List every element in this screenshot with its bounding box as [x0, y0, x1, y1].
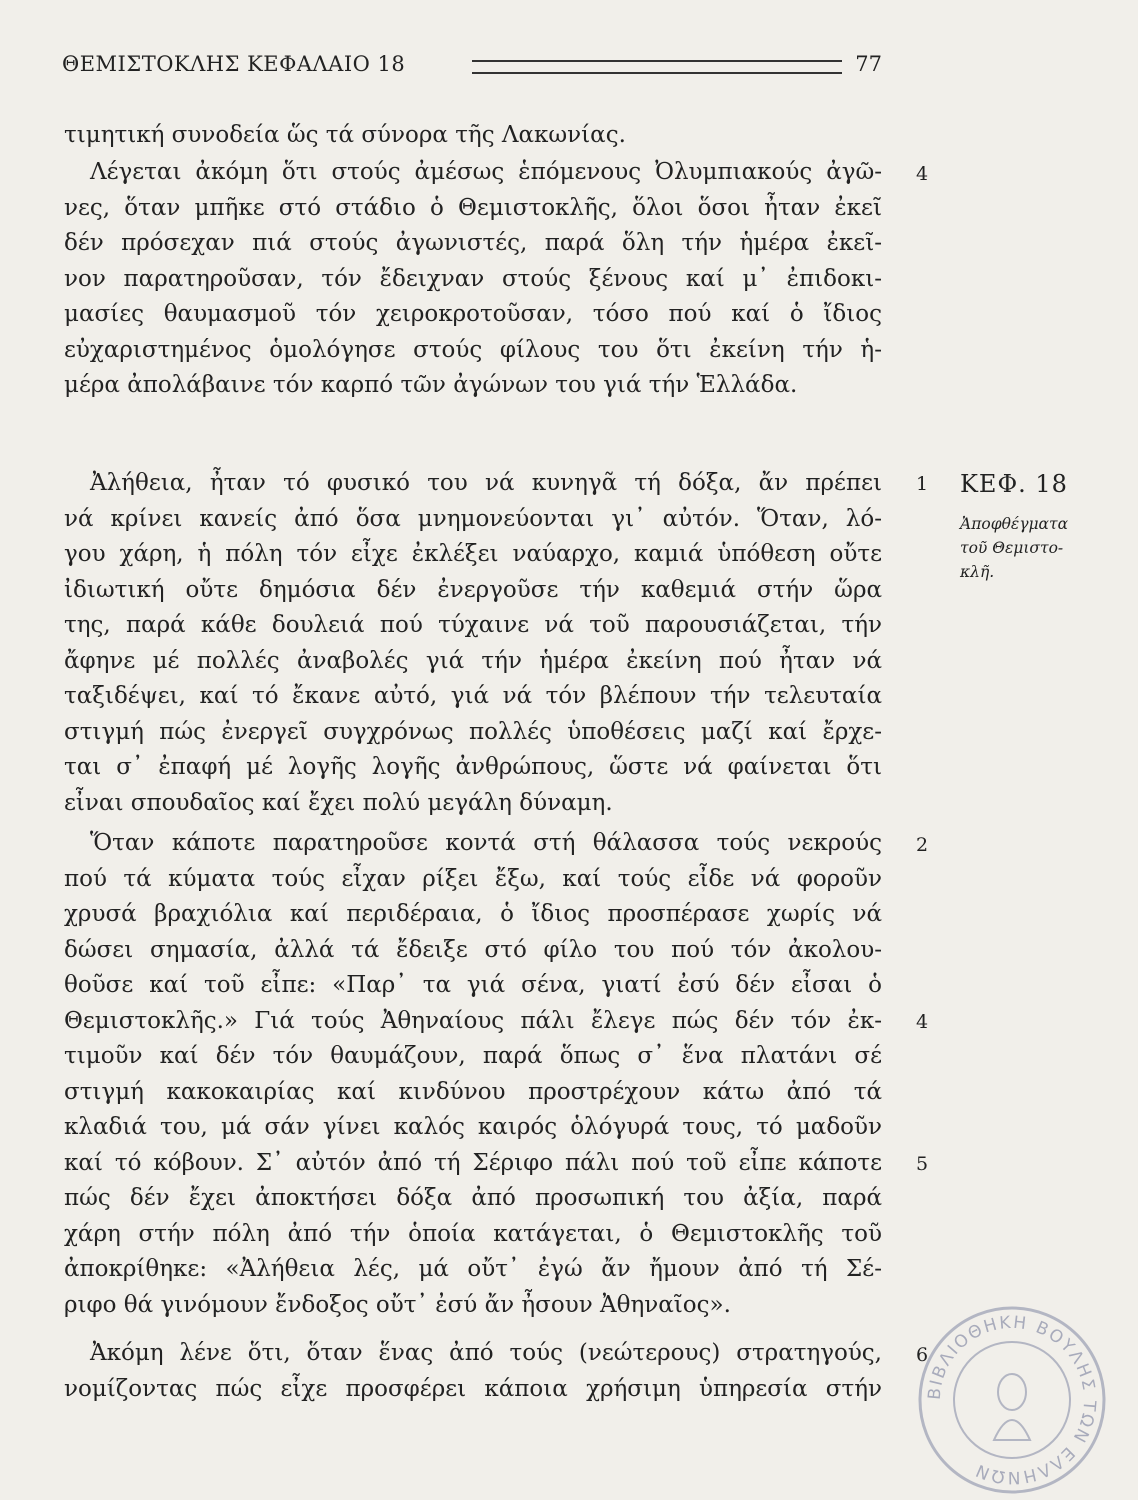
text-line: ἰδιωτική οὔτε δημόσια δέν ἐνεργοῦσε τήν καθεμιά στήν ὥρα: [64, 576, 882, 603]
side-note: Ἀποφθέγματα τοῦ Θεμιστο-κλῆ.: [960, 515, 1069, 581]
svg-text:ΒΙΒΛΙΟΘΗΚΗ ΒΟΥΛΗΣ ΤΩΝ ΕΛΛΗΝΩΝ: [925, 1313, 1100, 1487]
text-line: εὐχαριστημένος ὁμολόγησε στούς φίλους του ὅτι ἐκείνη τήν ἡ-: [64, 336, 882, 363]
text-line: Ἀκόμη λένε ὅτι, ὅταν ἕνας ἀπό τούς (νεώτερους) στρατηγούς,: [90, 1340, 882, 1366]
text-line: Ὅταν κάποτε παρατηροῦσε κοντά στή θάλασσα τούς νεκρούς: [90, 830, 882, 856]
paragraph: [64, 466, 882, 821]
text-line: ριφο θά γινόμουν ἔνδοξος οὔτ᾽ ἐσύ ἄν ἦσουν Ἀθηναῖος».: [64, 1291, 731, 1318]
stamp-text: ΒΙΒΛΙΟΘΗΚΗ ΒΟΥΛΗΣ ΤΩΝ ΕΛΛΗΝΩΝ: [924, 1312, 1100, 1488]
margin-number: 6: [916, 1344, 929, 1366]
paragraph: [64, 118, 882, 154]
margin-number: 4: [916, 1011, 929, 1033]
text-line: στιγμή κακοκαιρίας καί κινδύνου προστρέχουν κάτω ἀπό τά: [64, 1078, 882, 1105]
text-line: μέρα ἀπολάβαινε τόν καρπό τῶν ἀγώνων του γιά τήν Ἑλλάδα.: [64, 372, 798, 398]
text-line: στιγμή πώς ἐνεργεῖ συγχρόνως πολλές ὑποθέσεις μαζί καί ἔρχε-: [64, 718, 882, 745]
text-line: χάρη στήν πόλη ἀπό τήν ὁποία κατάγεται, ὁ Θεμιστοκλῆς τοῦ: [64, 1220, 882, 1247]
header-double-rule: [472, 60, 842, 74]
text-line: της, παρά κάθε δουλειά πού τύχαινε νά τοῦ παρουσιάζεται, τήν: [64, 612, 882, 638]
header-title: ΘΕΜΙΣΤΟΚΛΗΣ ΚΕΦΑΛΑΙΟ 18: [62, 52, 406, 76]
text-line: ταξιδέψει, καί τό ἔκανε αὐτό, γιά νά τόν βλέπουν τήν τελευταία: [64, 683, 882, 709]
text-line: ἀποκρίθηκε: «Ἀλήθεια λές, μά οὔτ᾽ ἐγώ ἄν ἤμουν ἀπό τή Σέ-: [64, 1256, 882, 1282]
library-stamp: [912, 1300, 1112, 1500]
paragraph: [64, 826, 882, 1323]
text-line: ἄφηνε μέ πολλές ἀναβολές γιά τήν ἡμέρα ἐκείνη πού ἦταν νά: [64, 647, 882, 674]
text-line: Ἀλήθεια, ἦταν τό φυσικό του νά κυνηγᾶ τή δόξα, ἄν πρέπει: [90, 470, 882, 496]
text-line: τιμοῦν καί δέν τόν θαυμάζουν, παρά ὅπως σ᾽ ἕνα πλατάνι σέ: [64, 1043, 882, 1069]
margin-number: 2: [916, 834, 929, 856]
text-line: μασίες θαυμασμοῦ τόν χειροκροτοῦσαν, τόσο πού καί ὁ ἴδιος: [64, 301, 882, 327]
text-line: πού τά κύματα τούς εἶχαν ρίξει ἔξω, καί τούς εἶδε νά φοροῦν: [64, 865, 882, 892]
text-line: Λέγεται ἀκόμη ὅτι στούς ἀμέσως ἑπόμενους Ὀλυμπιακούς ἀγῶ-: [90, 159, 882, 185]
text-line: θοῦσε καί τοῦ εἶπε: «Παρ᾽ τα γιά σένα, γιατί ἐσύ δέν εἶσαι ὁ: [64, 972, 882, 998]
text-line: εἶναι σπουδαῖος καί ἔχει πολύ μεγάλη δύναμη.: [64, 789, 613, 816]
text-line: δέν πρόσεχαν πιά στούς ἀγωνιστές, παρά ὅλη τήν ἡμέρα ἐκεῖ-: [64, 230, 882, 256]
text-line: ται σ᾽ ἐπαφή μέ λογῆς λογῆς ἀνθρώπους, ὥστε νά φαίνεται ὅτι: [64, 754, 882, 780]
page-number: 77: [855, 52, 882, 76]
text-line: χρυσά βραχιόλια καί περιδέραια, ὁ ἴδιος προσπέρασε χωρίς νά: [64, 901, 882, 927]
text-line: νά κρίνει κανείς ἀπό ὅσα μνημονεύονται γι᾽ αὐτόν. Ὅταν, λό-: [64, 505, 882, 532]
running-header: [62, 52, 882, 84]
text-line: γου χάρη, ἡ πόλη τόν εἶχε ἐκλέξει ναύαρχο, καμιά ὑπόθεση οὔτε: [64, 541, 882, 567]
text-line: Θεμιστοκλῆς.» Γιά τούς Ἀθηναίους πάλι ἔλεγε πώς δέν τόν ἐκ-: [64, 1007, 882, 1034]
text-line: πώς δέν ἔχει ἀποκτήσει δόξα ἀπό προσωπική του ἀξία, παρά: [64, 1185, 882, 1211]
paragraph: [64, 155, 882, 404]
text-line: τιμητική συνοδεία ὥς τά σύνορα τῆς Λακωνίας.: [64, 122, 626, 148]
margin-number: 5: [916, 1153, 929, 1175]
text-line: δώσει σημασία, ἀλλά τά ἔδειξε στό φίλο του πού τόν ἀκολου-: [64, 936, 882, 963]
margin-number: 4: [916, 163, 929, 185]
text-line: νον παρατηροῦσαν, τόν ἔδειχναν στούς ξένους καί μ᾽ ἐπιδοκι-: [64, 265, 882, 292]
text-line: νομίζοντας πώς εἶχε προσφέρει κάποια χρήσιμη ὑπηρεσία στήν: [64, 1375, 882, 1402]
text-line: κλαδιά του, μά σάν γίνει καλός καιρός ὁλόγυρά τους, τό μαδοῦν: [64, 1114, 882, 1140]
text-line: καί τό κόβουν. Σ᾽ αὐτόν ἀπό τή Σέριφο πάλι πού τοῦ εἶπε κάποτε: [64, 1149, 882, 1176]
text-line: νες, ὅταν μπῆκε στό στάδιο ὁ Θεμιστοκλῆς, ὅλοι ὅσοι ἦταν ἐκεῖ: [64, 194, 882, 221]
margin-number: 1: [916, 473, 929, 495]
paragraph: [64, 1336, 882, 1407]
chapter-label: ΚΕΦ. 18: [960, 470, 1068, 498]
